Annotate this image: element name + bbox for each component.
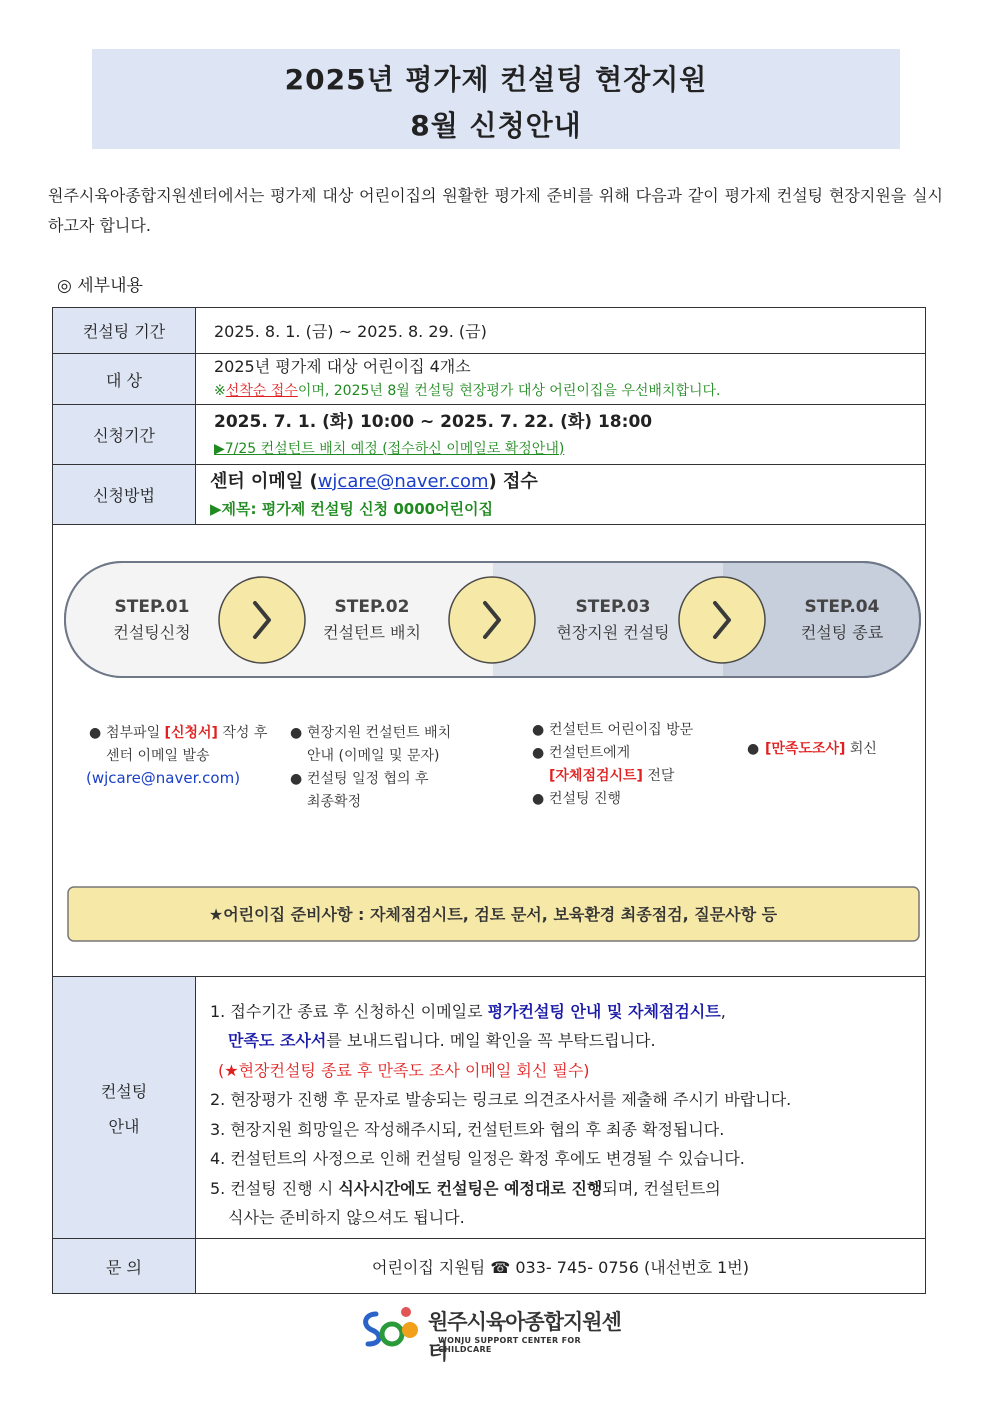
- guide-item-5b: 식사는 준비하지 않으셔도 됩니다.: [228, 1208, 465, 1227]
- step3-name: 현장지원 컨설팅: [556, 623, 670, 642]
- guide-5-post: 되며, 컨설턴트의: [602, 1178, 721, 1198]
- bullet-icon: ●: [532, 745, 545, 761]
- value-period: 2025. 8. 1. (금) ~ 2025. 8. 29. (금): [196, 308, 926, 354]
- step3-detail-d: 컨설팅 진행: [549, 791, 622, 807]
- label-guide-1: 컨설팅: [100, 1081, 148, 1101]
- guide-1b-blue: 만족도 조사서: [228, 1031, 327, 1050]
- steps-diagram: [53, 525, 925, 976]
- note-first-come: 선착순 접수: [225, 383, 298, 399]
- bullet-icon: ●: [747, 741, 760, 757]
- value-contact: 어린이집 지원팀 ☎ 033- 745- 0756 (내선번호 1번): [196, 1239, 926, 1294]
- step2-details: [290, 724, 451, 810]
- step3-details: [532, 721, 694, 807]
- center-logo: [360, 1302, 630, 1364]
- step2-name: 컨설턴트 배치: [323, 623, 421, 642]
- guide-5-bold: 식사시간에도 컨설팅은 예정대로 진행: [338, 1178, 603, 1198]
- chevron-circle-2: [449, 577, 535, 663]
- guide-item-1: 1. 접수기간 종료 후 신청하신 이메일로 평가컨설팅 안내 및 자체점검시트,: [210, 1001, 726, 1021]
- step1-detail-b: 센터 이메일 발송: [106, 748, 210, 764]
- value-guide: [196, 977, 926, 1239]
- row-period: [53, 308, 926, 354]
- label-guide-2: 안내: [108, 1116, 140, 1136]
- label-method: 신청방법: [53, 465, 196, 525]
- row-apply-period: [53, 405, 926, 465]
- note-prefix: ※: [214, 383, 226, 399]
- guide-item-1c: (★현장컨설팅 종료 후 만족도 조사 이메일 회신 필수): [218, 1060, 590, 1080]
- step2-detail-c: 컨설팅 일정 협의 후: [307, 771, 429, 787]
- steps-diagram-cell: [53, 525, 926, 977]
- title-line1: 2025년 평가제 컨설팅 현장지원: [284, 63, 708, 96]
- bullet-icon: ●: [532, 722, 545, 738]
- step3-no: STEP.03: [575, 597, 651, 617]
- prep-banner-text: ★어린이집 준비사항 : 자체점검시트, 검토 문서, 보육환경 최종점검, 질문사항 등: [208, 905, 778, 924]
- value-target: [196, 354, 926, 405]
- chevron-circle-1: [219, 577, 305, 663]
- label-target: 대 상: [53, 354, 196, 405]
- target-line1: 2025년 평가제 대상 어린이집 4개소: [214, 357, 471, 376]
- section-heading: ◎ 세부내용: [57, 276, 143, 296]
- row-guide: [53, 977, 926, 1239]
- guide-item-1b: [210, 1026, 925, 1056]
- target-note: [214, 379, 925, 403]
- step1-no: STEP.01: [114, 597, 190, 617]
- bullet-icon: ●: [290, 771, 303, 787]
- label-contact: 문 의: [53, 1239, 196, 1294]
- logo-name: 원주시육아종합지원센터: [428, 1310, 621, 1364]
- logo-mark-icon: [360, 1304, 424, 1352]
- guide-5-pre: 5. 컨설팅 진행 시: [210, 1178, 339, 1198]
- label-guide: [53, 977, 196, 1239]
- guide-1-blue: 평가컨설팅 안내 및 자체점검시트: [487, 1001, 721, 1021]
- note-rest: 이며, 2025년 8월 컨설팅 현장평가 대상 어린이집을 우선배치합니다.: [297, 383, 721, 399]
- apply-period-dates: 2025. 7. 1. (화) 10:00 ~ 2025. 7. 22. (화) 18:00: [214, 411, 653, 432]
- step3-detail-a: 컨설턴트 어린이집 방문: [549, 722, 694, 738]
- step2-detail-d: 최종확정: [307, 794, 362, 810]
- chevron-circle-3: [679, 577, 765, 663]
- guide-item-5: [210, 1174, 925, 1204]
- row-target: [53, 354, 926, 405]
- guide-item-4: 4. 컨설턴트의 사정으로 인해 컨설팅 일정은 확정 후에도 변경될 수 있습니다.: [210, 1149, 745, 1168]
- title-banner: [92, 49, 900, 149]
- logo-subtitle: WONJU SUPPORT CENTER FOR CHILDCARE: [438, 1336, 581, 1354]
- bullet-icon: ●: [290, 725, 303, 741]
- bullet-icon: ●: [89, 725, 102, 741]
- step3-detail-c: [자체점검시트] 전달: [549, 768, 675, 784]
- step4-detail-a: [만족도조사] 회신: [765, 741, 877, 757]
- step1-detail-email: (wjcare@naver.com): [86, 769, 241, 787]
- label-period: 컨설팅 기간: [53, 308, 196, 354]
- bullet-icon: ●: [532, 791, 545, 807]
- row-contact: [53, 1239, 926, 1294]
- guide-1-pre: 1. 접수기간 종료 후 신청하신 이메일로: [210, 1001, 488, 1021]
- step3-detail-b: 컨설턴트에게: [549, 745, 631, 761]
- guide-list: [196, 983, 925, 1233]
- step2-detail-b: 안내 (이메일 및 문자): [307, 748, 440, 764]
- step4-details: [747, 740, 877, 757]
- row-method: [53, 465, 926, 525]
- guide-item-3: 3. 현장지원 희망일은 작성해주시되, 컨설턴트와 협의 후 최종 확정됩니다.: [210, 1119, 725, 1139]
- method-post: ) 접수: [488, 470, 538, 492]
- step1-name: 컨설팅신청: [113, 623, 191, 642]
- step2-no: STEP.02: [334, 597, 410, 617]
- guide-1b-rest: 를 보내드립니다. 메일 확인을 꼭 부탁드립니다.: [326, 1031, 656, 1050]
- method-pre: 센터 이메일 (: [210, 470, 318, 492]
- value-method: [196, 465, 926, 525]
- intro-paragraph: 원주시육아종합지원센터에서는 평가제 대상 어린이집의 원활한 평가제 준비를 위해 다음과 같이 평가제 컨설팅 현장지원을 실시하고자 합니다.: [48, 186, 943, 235]
- method-subject: ▶제목: 평가제 컨설팅 신청 0000어린이집: [210, 499, 494, 518]
- step4-no: STEP.04: [804, 597, 880, 617]
- row-steps: [53, 525, 926, 977]
- detail-table: [52, 307, 926, 1294]
- apply-period-note: ▶7/25 컨설턴트 배치 예정 (접수하신 이메일로 확정안내): [214, 440, 565, 457]
- step2-detail-a: 현장지원 컨설턴트 배치: [307, 725, 452, 741]
- value-apply-period: [196, 405, 926, 465]
- step1-detail-a: 첨부파일 [신청서] 작성 후: [106, 725, 268, 741]
- email-link[interactable]: wjcare@naver.com: [317, 470, 489, 492]
- label-apply-period: 신청기간: [53, 405, 196, 465]
- title-line2: 8월 신청안내: [410, 109, 582, 142]
- step4-name: 컨설팅 종료: [800, 623, 884, 642]
- step1-details: [86, 724, 268, 787]
- method-line1: [210, 468, 925, 496]
- guide-item-2: 2. 현장평가 진행 후 문자로 발송되는 링크로 의견조사서를 제출해 주시기 바랍니다.: [210, 1090, 792, 1109]
